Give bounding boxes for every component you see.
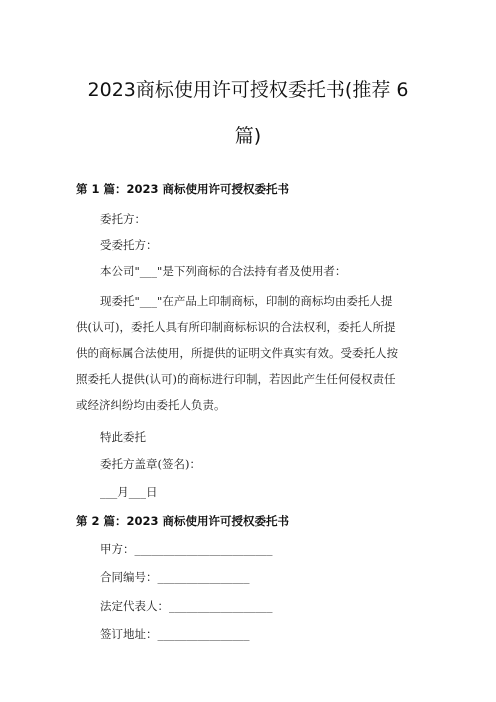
section-2-heading: 第 2 篇：2023 商标使用许可授权委托书: [76, 514, 290, 528]
company-statement: 本公司"___"是下列商标的合法持有者及使用者：: [100, 264, 347, 278]
body-line-2: 供(认可)，委托人具有所印制商标标识的合法权利，委托人所提: [76, 320, 396, 334]
body-line-5: 或经济纠纷均由委托人负责。: [76, 398, 226, 412]
body-line-1: 现委托"___"在产品上印制商标，印制的商标均由委托人提: [100, 294, 393, 308]
seal-signature-label: 委托方盖章(签名)：: [100, 457, 201, 471]
body-line-4: 照委托人提供(认可)的商标进行印制，若因此产生任何侵权责任: [76, 372, 396, 386]
legal-representative-field: 法定代表人：__________________: [100, 599, 273, 613]
agent-label: 受委托方：: [100, 238, 158, 252]
hereby-text: 特此委托: [100, 430, 146, 444]
section-1-heading: 第 1 篇：2023 商标使用许可授权委托书: [76, 182, 290, 196]
date-line: ___月___日: [100, 485, 158, 499]
signing-address-field: 签订地址：________________: [100, 627, 250, 641]
contract-number-field: 合同编号：________________: [100, 570, 250, 584]
document-title-line-1: 2023商标使用许可授权委托书(推荐 6: [87, 79, 409, 101]
document-title-line-2: 篇): [234, 125, 262, 147]
principal-label: 委托方：: [100, 212, 146, 226]
party-a-field: 甲方：________________________: [100, 542, 273, 556]
body-line-3: 供的商标属合法使用，所提供的证明文件真实有效。受委托人按: [76, 346, 398, 360]
